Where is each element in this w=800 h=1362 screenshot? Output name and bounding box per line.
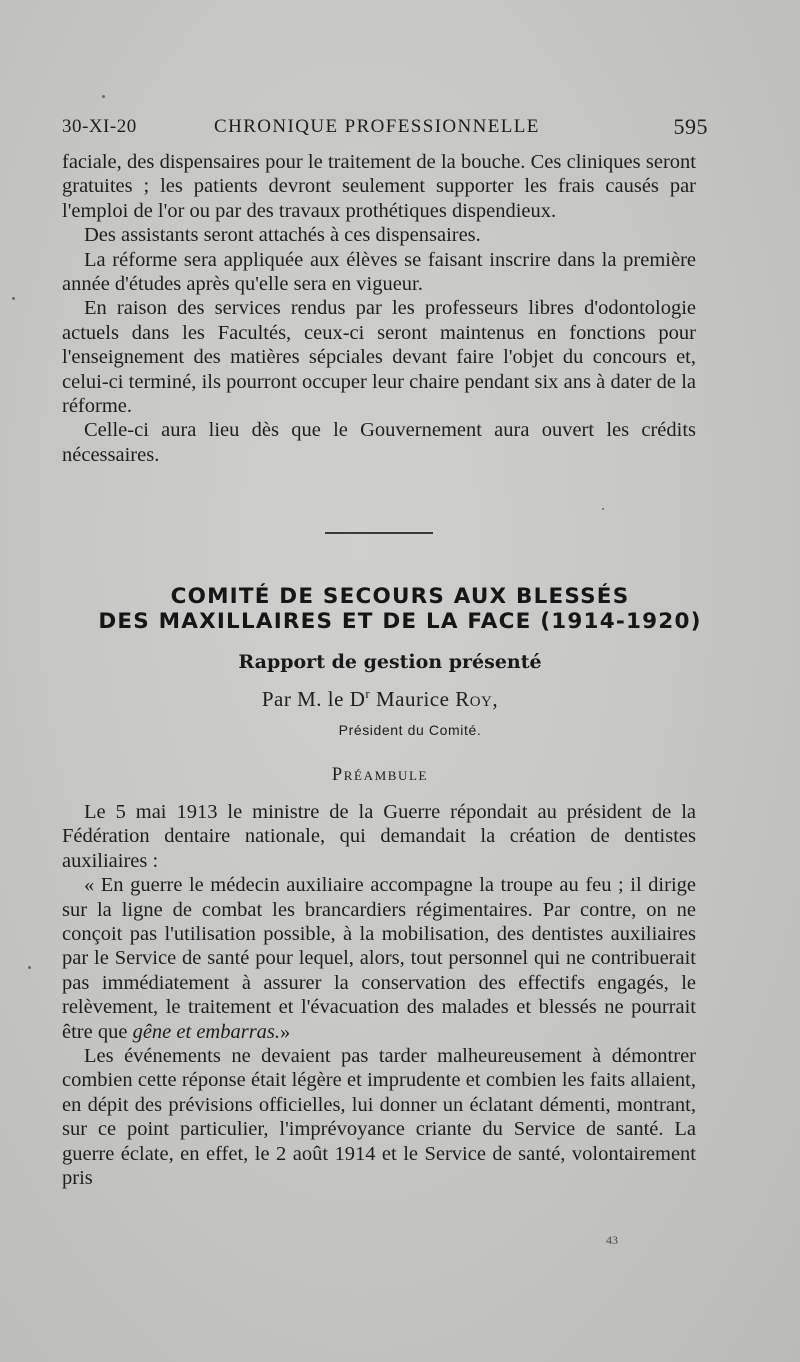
author-byline: [0, 686, 760, 712]
issue-date: 30-XI-20: [62, 116, 137, 137]
paper-speck: [602, 508, 604, 510]
paragraph-events: Les événements ne devaient pas tarder malheureusement à démontrer combien cette réponse était légère et imprudente et combien les faits allaient, en dépit des prévisions officielles, lui donner un éclatant démenti, montrant, sur ce point particulier, l'imprévoyance criante du Service de santé. La guerre éclate, en effet, le 2 août 1914 et le Service de santé, volontairement pris: [62, 1045, 696, 1190]
continued-article-text: [62, 150, 696, 467]
paragraph-minister: Le 5 mai 1913 le ministre de la Guerre répondait au président de la Fédération dentaire nationale, qui demandait la création de dentistes auxiliaires :: [62, 801, 696, 872]
paper-speck: [28, 966, 31, 969]
section-title-line-2: DES MAXILLAIRES ET DE LA FACE (1914-1920): [98, 609, 702, 634]
byline-prefix: Par M. le D: [261, 687, 366, 711]
byline-superscript: r: [365, 686, 371, 701]
quotation-emphasis: gêne et embarras.: [132, 1020, 281, 1043]
paragraph-reform: La réforme sera appliquée aux élèves se faisant inscrire dans la première année d'études après qu'elle sera en vigueur.: [62, 248, 696, 296]
quotation-close: »: [280, 1020, 291, 1043]
quotation-text: « En guerre le médecin auxiliaire accompagne la troupe au feu ; il dirige sur la ligne de combat les brancardiers régimentaires. Par contre, on ne conçoit pas l'utilisation possible, à la mobilisation, des dentistes auxiliaires par le Service de santé pour lequel, alors, tout personnel qui ne contribuerait pas immédiatement à assurer la conservation des effectifs engagés, le relèvement, le traitement et l'évacuation des malades et blessés ne pourrait être que: [62, 874, 696, 1043]
paper-speck: [102, 95, 105, 98]
report-subtitle: Rapport de gestion présenté: [238, 651, 542, 673]
byline-surname: Roy: [455, 687, 493, 711]
preamble-text: [62, 800, 696, 1191]
signature-mark: 43: [606, 1233, 618, 1247]
running-head: [62, 114, 708, 140]
paper-speck: [12, 297, 15, 300]
paragraph-assistants: Des assistants seront attachés à ces dispensaires.: [84, 224, 481, 247]
paragraph-continued: faciale, des dispensaires pour le traitement de la bouche. Ces cliniques seront gratuites ; les patients devront seulement supporter les frais causés par l'emploi de l'or ou par des travaux prothétiques dispendieux.: [62, 151, 696, 222]
section-divider-rule: [325, 532, 433, 534]
journal-section-title: CHRONIQUE PROFESSIONNELLE: [214, 116, 540, 137]
page-number: 595: [673, 114, 708, 139]
paragraph-professors: En raison des services rendus par les professeurs libres d'odontologie actuels dans les Facultés, ceux-ci seront maintenus en fonctions pour l'enseignement des matières sépciales devant faire l'objet du concours et, celui-ci terminé, ils pourront occuper leur chaire pendant six ans à dater de la réforme.: [62, 297, 696, 418]
preamble-heading: Préambule: [331, 765, 429, 785]
byline-suffix: ,: [492, 687, 499, 711]
paragraph-credits: Celle-ci aura lieu dès que le Gouvernement aura ouvert les crédits nécessaires.: [62, 419, 696, 466]
byline-given-name: Maurice: [370, 687, 456, 711]
author-role: Président du Comité.: [338, 722, 482, 738]
paragraph-quotation: [62, 873, 696, 1044]
section-title-line-1: COMITÉ DE SECOURS AUX BLESSÉS: [170, 584, 630, 609]
